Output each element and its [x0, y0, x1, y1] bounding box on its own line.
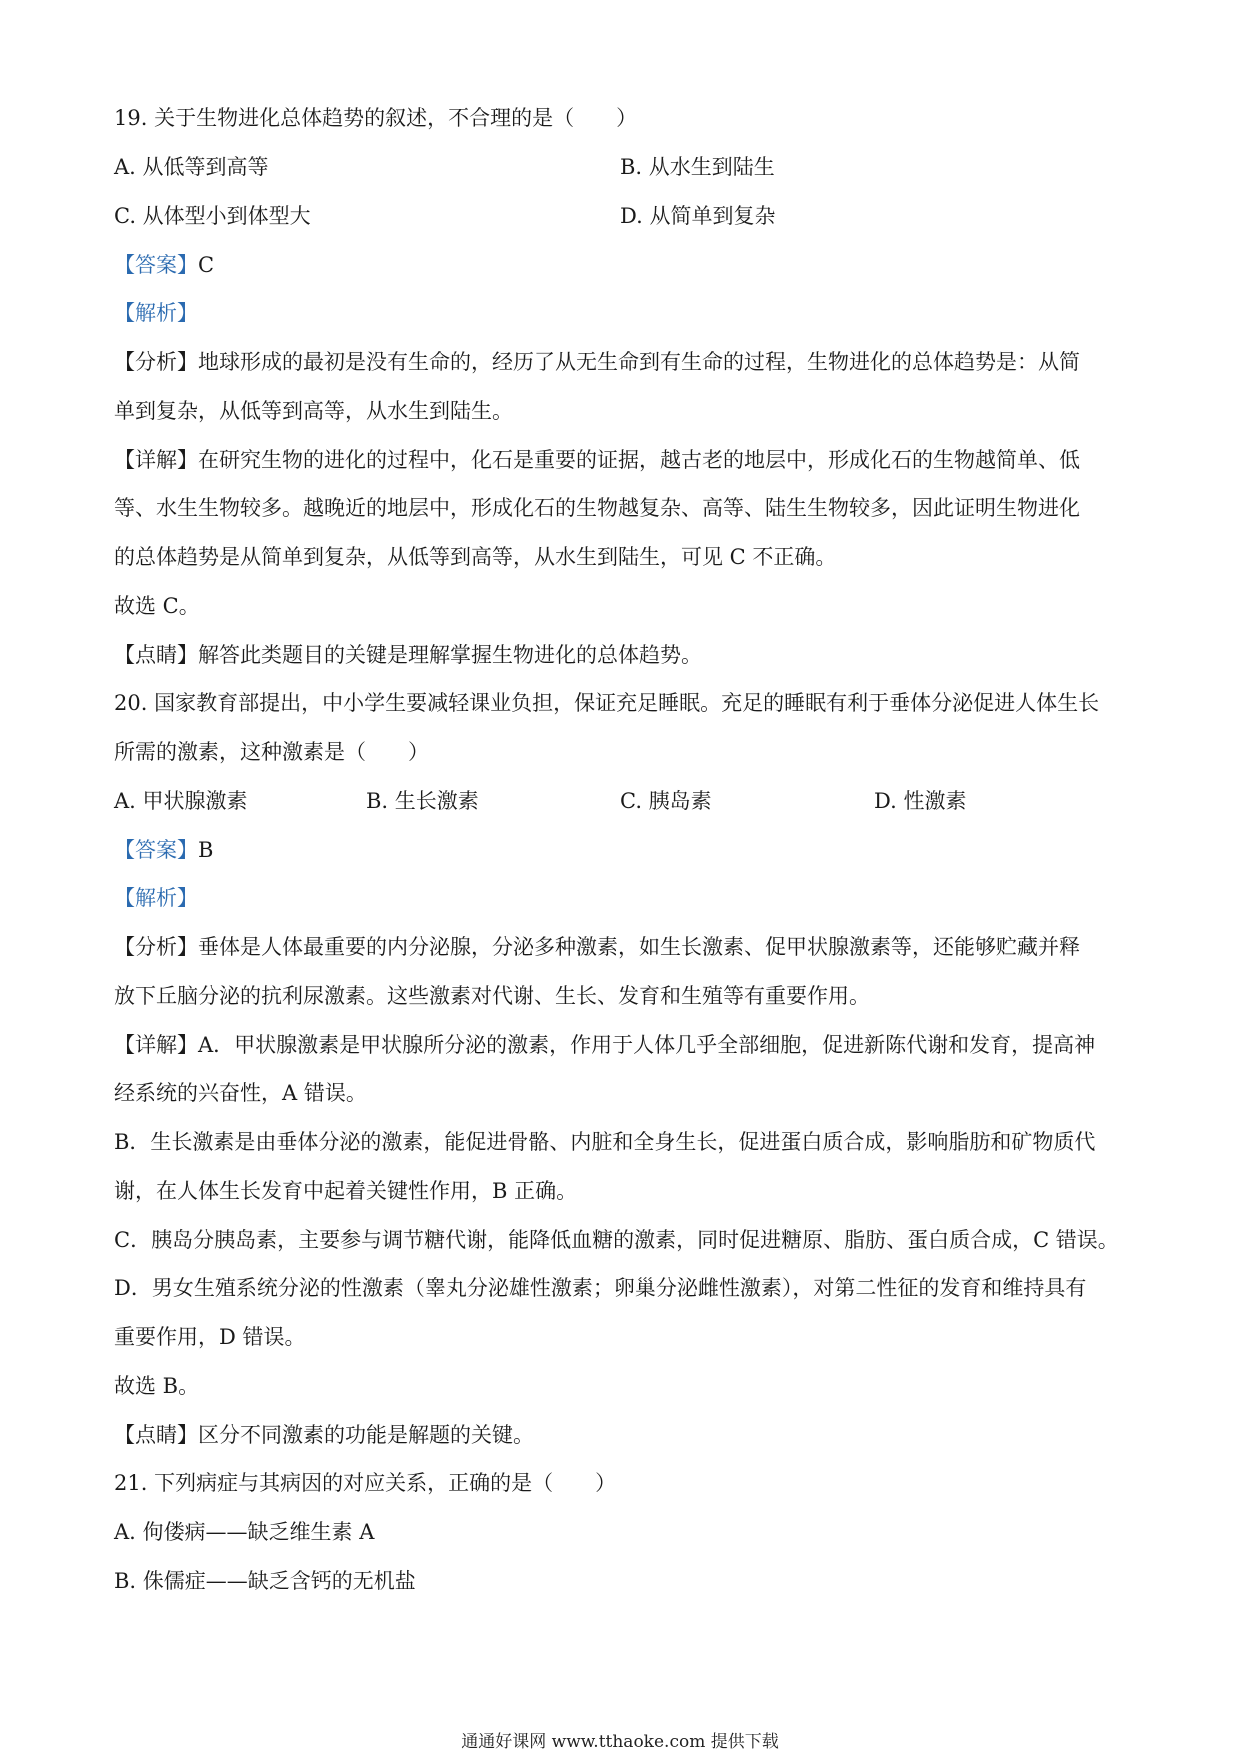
q20-jiexi-label: 【解析】 — [114, 886, 198, 910]
answer-label: 【答案】 — [114, 253, 198, 277]
q20-answer — [114, 836, 213, 864]
comment-text: 解答此类题目的关键是理解掌握生物进化的总体趋势。 — [198, 643, 702, 667]
comment-label: 【点睛】 — [114, 643, 198, 667]
q20-detail-line-2: 经系统的兴奋性，A 错误。 — [114, 1081, 367, 1105]
q20-detail-line-5: C．胰岛分胰岛素，主要参与调节糖代谢，能降低血糖的激素，同时促进糖原、脂肪、蛋白质合成，C 错误。 — [114, 1228, 1119, 1252]
comment-text: 区分不同激素的功能是解题的关键。 — [198, 1423, 534, 1447]
q19-stem: 19. 关于生物进化总体趋势的叙述，不合理的是（ ） — [114, 106, 638, 130]
q20-option-d: D. 性激素 — [874, 789, 967, 813]
q20-analysis-line-2: 放下丘脑分泌的抗利尿激素。这些激素对代谢、生长、发育和生殖等有重要作用。 — [114, 984, 870, 1008]
analysis-text: 垂体是人体最重要的内分泌腺，分泌多种激素，如生长激素、促甲状腺激素等，还能够贮藏并释 — [198, 935, 1080, 959]
q20-detail-line-4: 谢，在人体生长发育中起着关键性作用，B 正确。 — [114, 1179, 578, 1203]
q19-choose: 故选 C。 — [114, 594, 200, 618]
q20-detail-line-7: 重要作用，D 错误。 — [114, 1325, 306, 1349]
answer-label: 【答案】 — [114, 838, 198, 862]
q19-detail-line-3: 的总体趋势是从简单到复杂，从低等到高等，从水生到陆生，可见 C 不正确。 — [114, 545, 837, 569]
answer-value: C — [198, 253, 215, 277]
q20-comment — [114, 1421, 534, 1449]
q21-option-b: B. 侏儒症——缺乏含钙的无机盐 — [114, 1569, 416, 1593]
q21-stem: 21. 下列病症与其病因的对应关系，正确的是（ ） — [114, 1471, 617, 1495]
q19-option-b: B. 从水生到陆生 — [620, 155, 775, 179]
q19-option-a: A. 从低等到高等 — [114, 155, 269, 179]
q20-option-b: B. 生长激素 — [366, 789, 479, 813]
q19-analysis-line-2: 单到复杂，从低等到高等，从水生到陆生。 — [114, 399, 513, 423]
detail-label: 【详解】 — [114, 448, 198, 472]
q20-detail-line-1 — [114, 1031, 1095, 1059]
q19-detail-line-2: 等、水生生物较多。越晚近的地层中，形成化石的生物越复杂、高等、陆生生物较多，因此证明生物进化 — [114, 496, 1080, 520]
footer-credit: 通通好课网 www.tthaoke.com 提供下载 — [461, 1732, 779, 1752]
q20-stem-line-2: 所需的激素，这种激素是（ ） — [114, 740, 429, 764]
q20-analysis-line-1 — [114, 933, 1080, 961]
answer-value: B — [198, 838, 214, 862]
q20-detail-line-3: B．生长激素是由垂体分泌的激素，能促进骨骼、内脏和全身生长，促进蛋白质合成，影响脂肪和矿物质代 — [114, 1130, 1096, 1154]
q20-option-c: C. 胰岛素 — [620, 789, 712, 813]
analysis-label: 【分析】 — [114, 350, 198, 374]
q20-detail-line-6: D．男女生殖系统分泌的性激素（睾丸分泌雄性激素；卵巢分泌雌性激素），对第二性征的发育和维持具有 — [114, 1276, 1087, 1300]
q19-option-d: D. 从简单到复杂 — [620, 204, 776, 228]
q20-stem-line-1: 20. 国家教育部提出，中小学生要减轻课业负担，保证充足睡眠。充足的睡眠有利于垂体分泌促进人体生长 — [114, 691, 1100, 715]
q19-jiexi-label: 【解析】 — [114, 301, 198, 325]
q19-answer — [114, 251, 214, 279]
detail-label: 【详解】 — [114, 1033, 198, 1057]
analysis-text: 地球形成的最初是没有生命的，经历了从无生命到有生命的过程，生物进化的总体趋势是：从简 — [198, 350, 1080, 374]
detail-text: 在研究生物的进化的过程中，化石是重要的证据，越古老的地层中，形成化石的生物越简单、低 — [198, 448, 1080, 472]
analysis-label: 【分析】 — [114, 935, 198, 959]
q19-detail-line-1 — [114, 446, 1080, 474]
q21-option-a: A. 佝偻病——缺乏维生素 A — [114, 1520, 375, 1544]
q19-analysis-line-1 — [114, 348, 1080, 376]
comment-label: 【点睛】 — [114, 1423, 198, 1447]
q19-comment — [114, 641, 702, 669]
q20-choose: 故选 B。 — [114, 1374, 200, 1398]
q19-option-c: C. 从体型小到体型大 — [114, 204, 311, 228]
detail-text: A．甲状腺激素是甲状腺所分泌的激素，作用于人体几乎全部细胞，促进新陈代谢和发育，提高神 — [198, 1033, 1096, 1057]
q20-option-a: A. 甲状腺激素 — [114, 789, 248, 813]
